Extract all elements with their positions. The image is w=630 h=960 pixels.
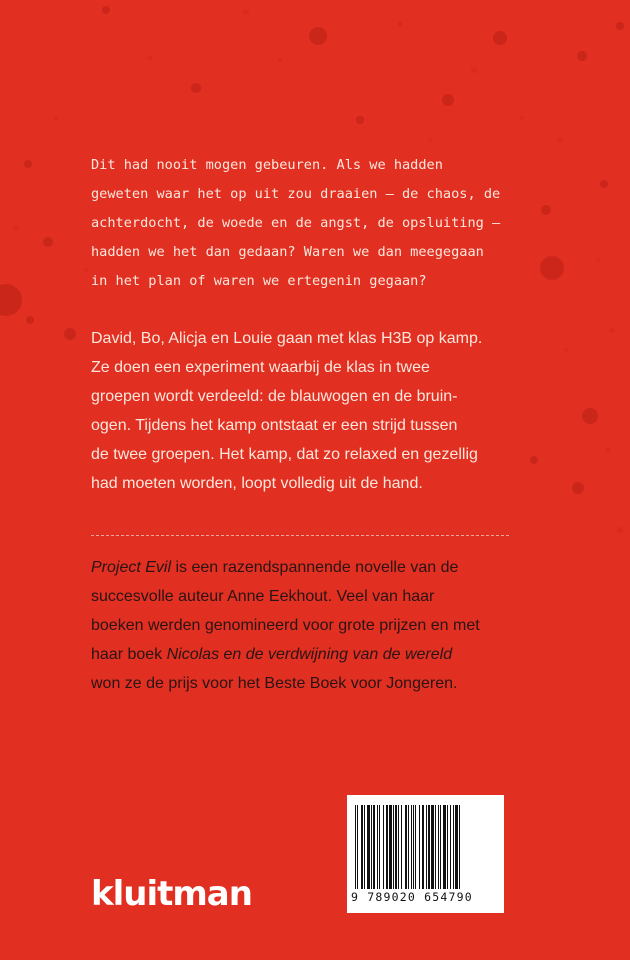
intro-line: hadden we het dan gedaan? Waren we dan meegegaan <box>91 244 484 260</box>
author-line: boeken werden genomineerd voor grote prijzen en met <box>91 617 480 634</box>
summary-line: David, Bo, Alicja en Louie gaan met klas H3B op kamp. <box>91 330 483 347</box>
author-paragraph <box>91 553 561 698</box>
summary-line: de twee groepen. Het kamp, dat zo relaxed en gezellig <box>91 446 478 463</box>
author-line: succesvolle auteur Anne Eekhout. Veel van haar <box>91 588 435 605</box>
summary-line: Ze doen een experiment waarbij de klas in twee <box>91 359 430 376</box>
author-line <box>91 553 561 582</box>
author-line: won ze de prijs voor het Beste Boek voor Jongeren. <box>91 675 458 692</box>
dashed-divider <box>91 535 509 536</box>
intro-line: geweten waar het op uit zou draaien – de chaos, de <box>91 186 501 202</box>
summary-line: groepen wordt verdeeld: de blauwogen en de bruin- <box>91 388 458 405</box>
author-text: is een razendspannende novelle van de <box>171 559 459 576</box>
intro-paragraph <box>91 151 561 296</box>
isbn-barcode <box>347 795 504 913</box>
book-title: Project Evil <box>91 559 172 576</box>
intro-line: in het plan of waren we ertegenin gegaan? <box>91 273 427 289</box>
summary-line: had moeten worden, loopt volledig uit de hand. <box>91 475 423 492</box>
author-text: haar boek <box>91 646 167 663</box>
barcode-bars <box>355 805 496 889</box>
summary-line: ogen. Tijdens het kamp ontstaat er een strijd tussen <box>91 417 458 434</box>
publisher-logo: kluitman <box>91 874 252 914</box>
isbn-digits: 9 789020 654790 <box>351 890 473 904</box>
award-book-title: Nicolas en de verdwijning van de wereld <box>166 646 453 663</box>
intro-line: achterdocht, de woede en de angst, de opsluiting – <box>91 215 501 231</box>
summary-paragraph <box>91 324 561 498</box>
intro-line: Dit had nooit mogen gebeuren. Als we hadden <box>91 157 443 173</box>
author-line <box>91 640 561 669</box>
